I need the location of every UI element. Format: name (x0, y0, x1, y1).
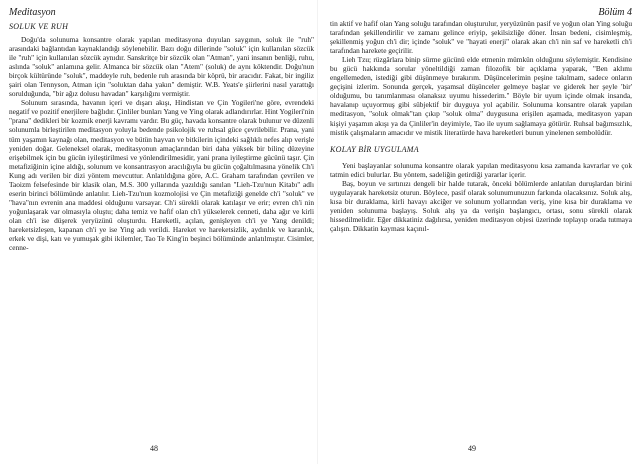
paragraph: Doğu'da solunuma konsantre olarak yapılan meditasyona duyulan saygının, soluk ile "ruh" arasındaki bağlantıdan kaynaklandığı söylenebilir. Bazı doğu dillerinde "soluk" için kullanılan sözcük ile "ruh" için kullanılan sözcük aynıdır. Sanskritçe bir sözcük olan "Atman", yani insanın benliği, ruhu, aslında "soluk" anlamına gelir. Almanca bir sözcük olan "Atem" (soluk) de aynı köktendir. Doğu'nun birçok kültüründe "soluk", maddeyle ruh, bedenle ruh arasında bir köprü, bir aracıdır. Fakat, bir ingiliz şairi olan Tennyson, Atman için "soluktan daha yakın" demiştir. W.B. Yeats'e şiirlerini nasıl yarattığı sorulduğunda, "bir ağız dolusu havadan" karşılığını vermiştir. (9, 35, 314, 99)
paragraph: Solunum sırasında, havanın içeri ve dışarı akışı, Hindistan ve Çin Yogileri'ne göre, evrendeki negatif ve pozitif enerjilere bağlıdır. Çinliler bunları Yang ve Ying olarak adlandırırlar. Hint Yogileri'nin "prana" dedikleri bir kozmik enerji kavramı vardır. Bu güç, havada konsantre olarak bulunur ve düzenli solunumla birleştirilen meditasyon yoluyla bedende psikolojik ve ruhsal güce çevrilebilir. Prana, yani tüm yaşamın kaynağı olan, meditasyon ve bütün hayvan ve bitkilerin içindeki sağlıklı nefes alıp verişle yeniden doğar. Geleneksel olarak, meditasyonun amaçlarından biri daha yüksek bir bilinç düzeyine erişebilmek için bu gücün iyileştirilmesi ve yönlendirilmesidir, yani prana iyileştirme gücünü taşır. Çin metafiziğinin içine aldığı, solunum ve konsantrasyon aracılığıyla bu gücün çoğaltılmasına yönelik Ch'i Kung adı verilen bir dizi yöntem mevcuttur. Anlatıldığına göre, A.C. Graham tarafından çevrilen ve Taoizm felsefesinde bir klasik olan, M.S. 300 yıllarında yazıldığı sanılan "Lieh-Tzu'nun Kitabı" adlı eserin birinci bölümünde anlatılır. Lieh-Tzu'nun kozmolojisi ve Çin metafiziği genelde ch'i "soluk" ve "hava"nın evrenin ana maddesi olduğunu varsayar. Ch'i sürekli olarak katılaşır ve erir; evren ch'i nin yoğunlaşarak var olmasıyla oluştu; daha temiz ve hafif olan ch'i yükselerek cenneti, daha ağır ve kirli olan ch'i ise düşerek yeryüzünü oluşturdu. Hareketli, açılan, genişleyen ch'i ye Yang denildi; hareketsizleşen, kapanan ch'i ye ise Ying adı verildi. Hareket ve hareketsizlik, aydınlık ve karanlık, erkek ve dişi, katı ve yumuşak gibi ikilemler, Tao Te King'in beşinci bölümünde anlatılmıştır. Cisimler, cenne- (9, 98, 314, 253)
page-number-right: 49 (468, 444, 476, 453)
running-head-right (330, 7, 632, 19)
section-title-soluk-ve-ruh: SOLUK VE RUH (9, 22, 69, 31)
page-number-left: 48 (150, 444, 158, 453)
left-body-text (9, 35, 314, 252)
section-title-kolay-bir-uygulama: KOLAY BİR UYGULAMA (330, 144, 419, 154)
paragraph: Lieh Tzu; rüzgârlara binip sürme gücünü elde etmenin mümkün olduğunu söylemiştir. Kendisine bu gücü hakkında sorular yöneltildiği zaman filozofik bir açıklama yaparak, "Ben aklımı engellemeden, istediği gibi düşünmeye bırakırım. Düşüncelerimin peşine takılmam, sadece onların geçişini izlerim. Sonunda gerçek, yaşamsal düşünceler gelmeye başlar ve giderek her şeyle 'bir' olduğumu, bu tanımlanması olanaksız uyumu hissederim." Böyle bir uyum içinde olmak insanda, havalanıp uçuyormuş gibi sübjektif bir duyguya yol açabilir. Solunuma konsantre olarak yapılan meditasyon, "soluk olmak"tan çıkıp "soluk olma" duygusuna erişilen aşamada, meditasyon yapan kişiyi yaşamın akışı ya da Çinliler'in deyimiyle, Tao ile uyum sağlamaya götürür. Ruhsal bağımsızlık, mistik çalışmaların amacıdır ve mistik literatürde hava hareketleri bunun yinelenen sembolüdür. (330, 55, 632, 137)
right-page (318, 0, 638, 464)
running-head-left (9, 7, 314, 19)
paragraph: Baş, boyun ve sırtınızı dengeli bir halde tutarak, önceki bölümlerde anlatılan duruşlardan birini uygulayarak hareketsiz oturun. Böylece, pasif olarak solunumunuzun farkında olacaksınız. Soluk alış, kısa bir duraklama, kirli havayı akciğer ve solunum yollarından veriş, yine kısa bir duraklama ve yeniden solunuma başlayış. Soluk alış ya da verişin başlangıcı, ortası, sonu sürekli olarak hissedilmelidir. Eğer dikkatiniz dağılırsa, yeniden meditasyon objesi üzerinde toplayıp orada tutmaya çalışın. Dikkatin kayması kaçınıl- (330, 178, 632, 233)
paragraph: tin aktif ve hafif olan Yang soluğu tarafından oluşturulur, yeryüzünün pasif ve yoğun olan Ying soluğu tarafından şekillendirilir ve zamanı gelince eriyip, şekilsizliğe döner. İnsan bedeni, cisimleşmiş, şekillenmiş yoğun ch'i dir; içinde "soluk" ve "hayati enerji" olarak akan ch'i nin saf ve hareketli ch'i tarafından harekete geçirilir. (330, 19, 632, 56)
left-page (0, 0, 318, 464)
running-head-chapter: Bölüm 4 (598, 7, 632, 18)
paragraph: Yeni başlayanlar solunuma konsantre olarak yapılan meditasyonu kısa zamanda kavrarlar ve çok tatmin edici bulurlar. Bu yöntem, sadeliğin getirdiği yararlar içerir. (330, 160, 632, 179)
right-body-text-top (330, 19, 632, 137)
right-body-text-bottom (330, 161, 632, 233)
running-head-title: Meditasyon (9, 7, 56, 18)
